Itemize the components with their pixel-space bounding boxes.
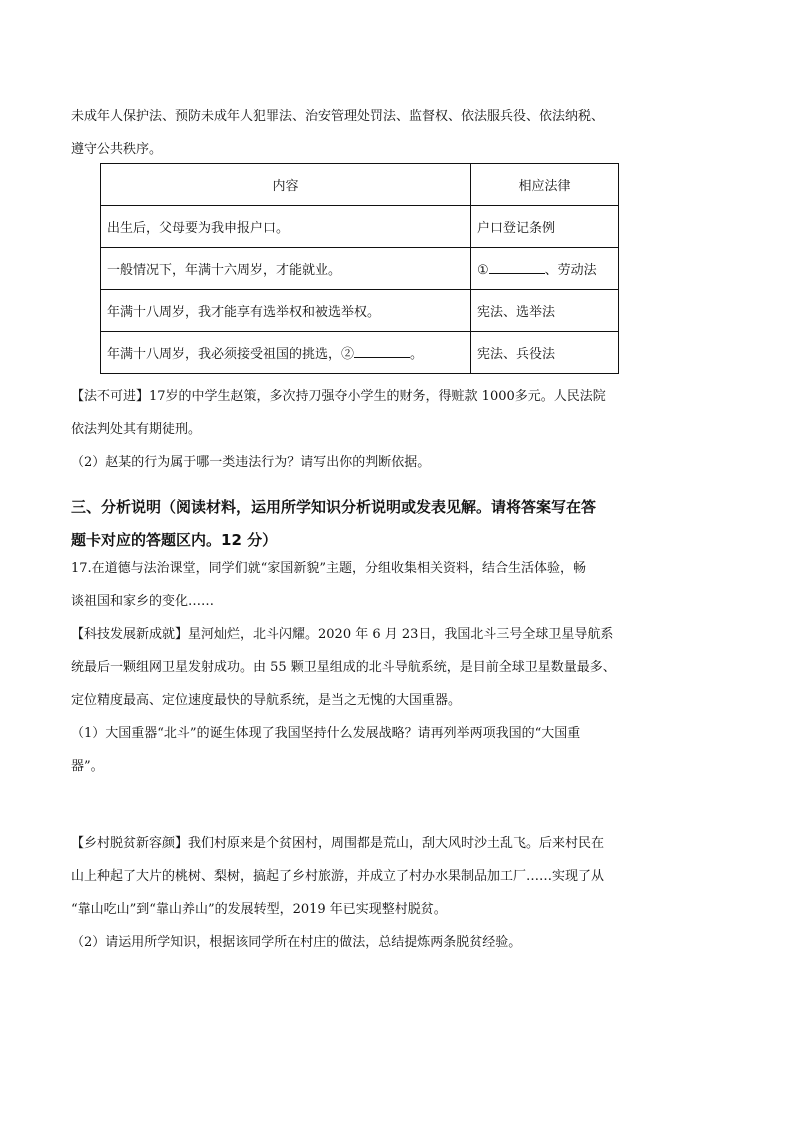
- question-2-law: （2）赵某的行为属于哪一类违法行为？请写出你的判断依据。: [71, 455, 431, 470]
- tech-line-1: 【科技发展新成就】星河灿烂，北斗闪耀。2020 年 6 月 23日，我国北斗三号全球卫星导航系: [71, 627, 614, 642]
- question-17-line-2: 谈祖国和家乡的变化……: [71, 594, 215, 609]
- question-17-intro: [71, 552, 651, 783]
- fill-in-blank-1[interactable]: [489, 262, 545, 274]
- rural-line-1: 【乡村脱贫新容颜】我们村原来是个贫困村，周围都是荒山，刮大风时沙土乱飞。后来村民在: [71, 836, 605, 851]
- rural-paragraph: [71, 827, 651, 959]
- table-cell-content: 出生后，父母要为我申报户口。: [101, 206, 471, 248]
- table-row: [101, 248, 619, 290]
- intro-line-2: 遵守公共秩序。: [71, 142, 163, 157]
- table-row: [101, 206, 619, 248]
- question-1-line-1: （1）大国重器“北斗”的诞生体现了我国坚持什么发展战略？请再列举两项我国的“大国重: [71, 726, 581, 741]
- law-table: [100, 163, 619, 374]
- content-suffix: 。: [410, 347, 424, 362]
- table-header-law: 相应法律: [471, 164, 619, 206]
- question-1-line-2: 器”。: [71, 759, 104, 774]
- table-cell-law: 户口登记条例: [471, 206, 619, 248]
- law-case-line-2: 依法判处其有期徒刑。: [71, 422, 202, 437]
- fill-in-blank-2[interactable]: [354, 346, 410, 358]
- tech-line-3: 定位精度最高、定位速度最快的导航系统，是当之无愧的大国重器。: [71, 693, 462, 708]
- law-case-paragraph: [71, 380, 651, 479]
- section-3-heading: [71, 491, 651, 557]
- intro-paragraph: [71, 100, 651, 166]
- table-row: [101, 332, 619, 374]
- question-2-rural: （2）请运用所学知识，根据该同学所在村庄的做法，总结提炼两条脱贫经验。: [71, 935, 522, 950]
- law-suffix: 、劳动法: [544, 263, 597, 278]
- blank-marker-1: ①: [477, 263, 489, 278]
- question-17-line-1: 17.在道德与法治课堂，同学们就“家国新貌”主题，分组收集相关资料，结合生活体验，畅: [71, 561, 586, 576]
- table-cell-law: 宪法、选举法: [471, 290, 619, 332]
- table-cell-content: 年满十八周岁，我才能享有选举权和被选举权。: [101, 290, 471, 332]
- content-prefix: 年满十八周岁，我必须接受祖国的挑选，②: [107, 347, 355, 362]
- tech-line-2: 统最后一颗组网卫星发射成功。由 55 颗卫星组成的北斗导航系统，是目前全球卫星数量最多、: [71, 660, 616, 675]
- section-3-heading-line-1: 三、分析说明（阅读材料，运用所学知识分析说明或发表见解。请将答案写在答: [71, 498, 597, 516]
- table-cell-law: 宪法、兵役法: [471, 332, 619, 374]
- law-case-line-1: 【法不可进】17岁的中学生赵策，多次持刀强夺小学生的财务，得赃款 1000多元。人民法院: [71, 389, 606, 404]
- table-row: [101, 290, 619, 332]
- table-header-content: 内容: [101, 164, 471, 206]
- table-header-row: [101, 164, 619, 206]
- table-cell-law: [471, 248, 619, 290]
- table-cell-content: [101, 332, 471, 374]
- intro-line-1: 未成年人保护法、预防未成年人犯罪法、治安管理处罚法、监督权、依法服兵役、依法纳税、: [71, 109, 605, 124]
- table-cell-content: 一般情况下，年满十六周岁，才能就业。: [101, 248, 471, 290]
- section-3-heading-line-2: 题卡对应的答题区内。12 分）: [71, 531, 278, 549]
- rural-line-3: “靠山吃山”到“靠山养山”的发展转型，2019 年已实现整村脱贫。: [71, 902, 447, 917]
- rural-line-2: 山上种起了大片的桃树、梨树，搞起了乡村旅游，并成立了村办水果制品加工厂……实现了从: [71, 869, 605, 884]
